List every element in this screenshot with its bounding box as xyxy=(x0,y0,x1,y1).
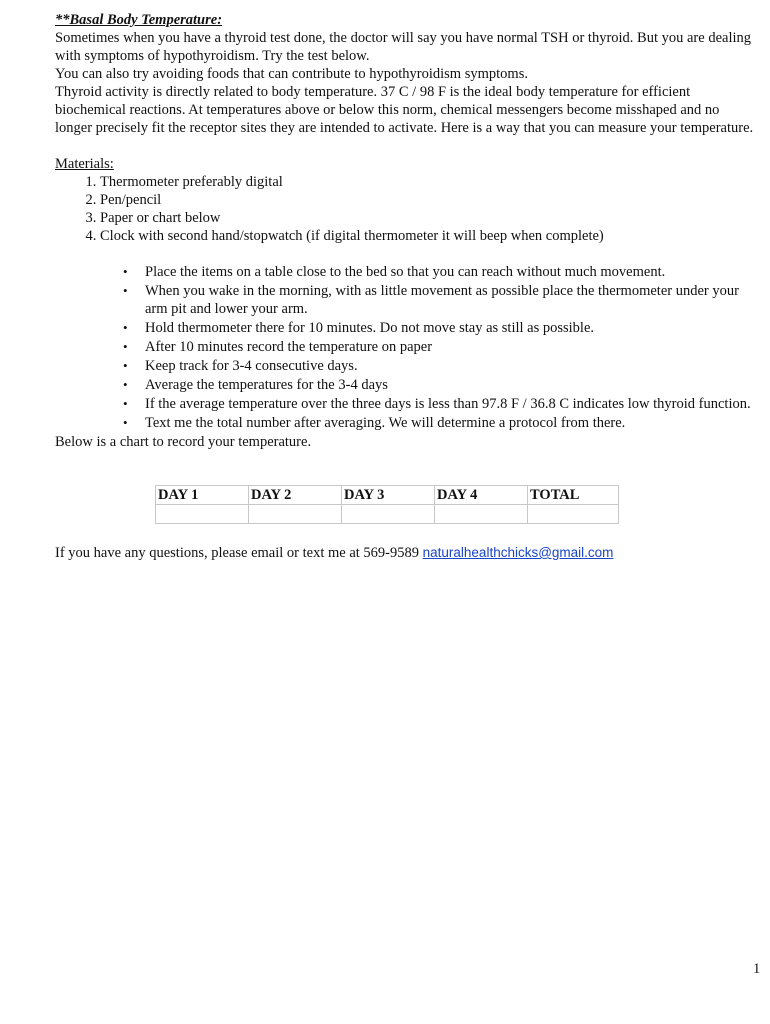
contact-line xyxy=(55,545,613,562)
bullet-icon: • xyxy=(123,283,128,298)
chart-header-row xyxy=(156,486,619,505)
step-text: If the average temperature over the three days is less than 97.8 F / 36.8 C indicates low thyroid function. xyxy=(145,396,751,412)
contact-text: If you have any questions, please email or text me at 569-9589 xyxy=(55,545,423,561)
step-item xyxy=(123,357,755,375)
step-item xyxy=(123,263,755,281)
step-item xyxy=(123,319,755,337)
chart-header-day4: DAY 4 xyxy=(435,486,528,505)
chart-value-row xyxy=(156,505,619,524)
bullet-icon: • xyxy=(123,415,128,430)
materials-list xyxy=(55,173,755,245)
step-text: Keep track for 3-4 consecutive days. xyxy=(145,358,358,374)
document-title: Basal Body Temperature: xyxy=(69,12,223,28)
email-link[interactable]: naturalhealthchicks@gmail.com xyxy=(422,545,614,560)
chart-header-day3: DAY 3 xyxy=(342,486,435,505)
step-item xyxy=(123,282,755,318)
chart-header-day1: DAY 1 xyxy=(156,486,249,505)
materials-item-paper: 3. Paper or chart below xyxy=(100,209,755,227)
materials-item-pen: 2. Pen/pencil xyxy=(100,191,755,209)
document-body xyxy=(55,11,755,451)
step-text: Hold thermometer there for 10 minutes. Do not move stay as still as possible. xyxy=(145,320,595,336)
temperature-chart xyxy=(155,485,619,524)
title-line xyxy=(55,11,755,29)
step-text: Place the items on a table close to the bed so that you can reach without much movement. xyxy=(145,264,666,280)
intro-paragraph-3: Thyroid activity is directly related to body temperature. 37 C / 98 F is the ideal body temperature for efficient biochemical reactions. At temperatures above or below this norm, chemical messengers become misshaped and no longer precisely fit the receptor sites they are intended to activate. Here is a way that you can measure your temperature. xyxy=(55,84,754,136)
chart-cell-day4[interactable] xyxy=(435,505,528,524)
step-item xyxy=(123,395,755,413)
chart-cell-day1[interactable] xyxy=(156,505,249,524)
bullet-icon: • xyxy=(123,358,128,373)
intro-paragraph-1: Sometimes when you have a thyroid test done, the doctor will say you have normal TSH or thyroid. But you are dealing with symptoms of hypothyroidism. Try the test below. xyxy=(55,30,751,64)
steps-list xyxy=(55,263,755,432)
materials-item-clock: 4. Clock with second hand/stopwatch (if digital thermometer it will beep when complete) xyxy=(100,227,755,245)
step-text: When you wake in the morning, with as little movement as possible place the thermometer under your arm pit and lower your arm. xyxy=(145,283,739,317)
bullet-icon: • xyxy=(123,339,128,354)
chart-cell-day3[interactable] xyxy=(342,505,435,524)
step-item xyxy=(123,338,755,356)
bullet-icon: • xyxy=(123,320,128,335)
materials-item-thermometer: 1. Thermometer preferably digital xyxy=(100,173,755,191)
chart-cell-total[interactable] xyxy=(528,505,619,524)
title-prefix: ** xyxy=(55,12,70,28)
step-text: Average the temperatures for the 3-4 days xyxy=(145,377,388,393)
paragraph-spacer xyxy=(55,137,755,155)
chart-header-day2: DAY 2 xyxy=(249,486,342,505)
page-number: 1 xyxy=(753,961,761,977)
step-item xyxy=(123,376,755,394)
step-text: Text me the total number after averaging. We will determine a protocol from there. xyxy=(145,415,626,431)
bullet-icon: • xyxy=(123,264,128,279)
step-text: After 10 minutes record the temperature on paper xyxy=(145,339,433,355)
chart-header-total: TOTAL xyxy=(528,486,619,505)
chart-cell-day2[interactable] xyxy=(249,505,342,524)
intro-paragraph-2: You can also try avoiding foods that can contribute to hypothyroidism symptoms. xyxy=(55,66,528,82)
chart-intro: Below is a chart to record your temperature. xyxy=(55,434,312,450)
materials-heading: Materials: xyxy=(55,156,114,172)
bullet-icon: • xyxy=(123,396,128,411)
bullet-icon: • xyxy=(123,377,128,392)
step-item xyxy=(123,414,755,432)
